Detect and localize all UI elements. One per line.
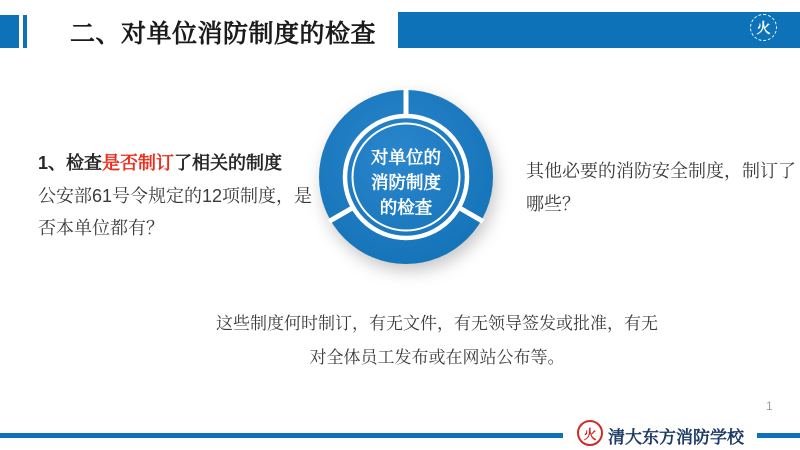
left-accent-bar-thin bbox=[23, 15, 27, 48]
header-band bbox=[398, 12, 800, 48]
bottom-paragraph-line: 对全体员工发布或在网站公布等。 bbox=[309, 348, 565, 367]
cycle-label-line: 消防制度 bbox=[371, 172, 441, 193]
left-accent-bar-wide bbox=[0, 15, 19, 48]
bottom-paragraph bbox=[80, 307, 794, 375]
footer-rule-left bbox=[0, 433, 563, 438]
school-emblem-icon bbox=[577, 420, 603, 446]
page-title: 二、对单位消防制度的检查 bbox=[70, 20, 377, 48]
school-name: 清大东方消防学校 bbox=[608, 428, 744, 447]
page-number: 1 bbox=[766, 399, 773, 413]
heading-suffix: 了相关的制度 bbox=[174, 153, 283, 173]
heading-prefix: 1、检查 bbox=[38, 153, 103, 173]
left-paragraph-line: 否本单位都有？ bbox=[38, 218, 164, 238]
right-paragraph bbox=[526, 155, 796, 221]
school-emblem-icon bbox=[750, 14, 777, 41]
flame-icon: 火 bbox=[583, 426, 597, 442]
cycle-label-line: 的检查 bbox=[379, 197, 433, 218]
left-heading bbox=[38, 149, 282, 175]
flame-icon: 火 bbox=[756, 19, 771, 36]
left-paragraph-line: 公安部61号令规定的12项制度，是 bbox=[38, 186, 313, 206]
heading-highlight: 是否制订 bbox=[102, 153, 175, 173]
cycle-diagram bbox=[306, 77, 506, 277]
footer-rule-right bbox=[757, 433, 800, 438]
right-paragraph-line: 其他必要的消防安全制度，制订了 bbox=[526, 161, 796, 181]
cycle-label-line: 对单位的 bbox=[371, 147, 441, 168]
left-paragraph bbox=[38, 180, 312, 244]
right-paragraph-line: 哪些？ bbox=[526, 194, 580, 214]
bottom-paragraph-line: 这些制度何时制订，有无文件，有无领导签发或批准，有无 bbox=[216, 314, 658, 333]
